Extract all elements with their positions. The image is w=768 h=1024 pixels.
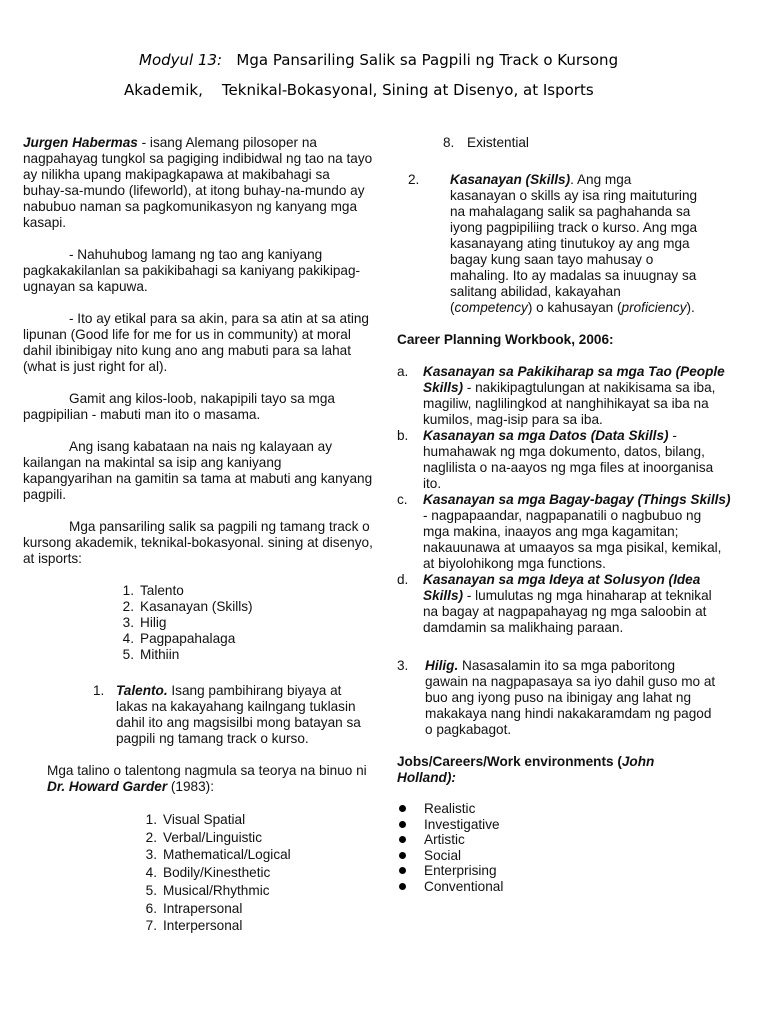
intelligences-list: [145, 811, 373, 935]
habermas-name: Jurgen Habermas: [23, 135, 138, 150]
habermas-text: - isang Alemang pilosoper na nagpahayag tungkol sa pagiging indibidwal ng tao na tayo ay nilikha upang makipagkapawa at makibahagi sa buhay-sa-mundo (lifeworld), at itong buhay-na-mundo ay nabubuo naman sa pagkomunikasyon ng kanyang mga kasapi.: [23, 135, 373, 230]
list-item: 6. Intrapersonal: [145, 900, 243, 916]
skill-type-people: a. Kasanayan sa Pakikiharap sa mga Tao (People Skills) - nakikipagtulungan at nakikisama sa iba, magiliw, naglilingkod at nanghihikayat sa iba na kumilos, mag-isip para sa iba.: [397, 364, 725, 427]
list-item: 1. Visual Spatial: [145, 812, 246, 827]
bullet-icon: [399, 821, 406, 828]
list-item: Social: [397, 848, 732, 864]
skills-number: 2.: [408, 172, 420, 187]
right-column: [397, 135, 732, 894]
list-item: Enterprising: [397, 863, 732, 879]
list-item: Artistic: [397, 832, 732, 848]
hilig-number: 3.: [397, 658, 409, 673]
list-item: 3. Mathematical/Logical: [145, 847, 291, 863]
bullet-icon: [399, 836, 406, 843]
environments-list: [397, 801, 732, 894]
list-item: Investigative: [397, 817, 732, 833]
holland-title: Jobs/Careers/Work environments (John Holland):: [397, 754, 655, 785]
list-item-existential: 8. Existential: [443, 135, 529, 150]
workbook-title: Career Planning Workbook, 2006:: [397, 332, 614, 347]
skill-type-things: c. Kasanayan sa mga Bagay-bagay (Things Skills) - nagpapaandar, nagpapanatili o nagbubuo ng mga makina, inaayos ang mga kagamitan; nakauunawa at umaayos sa mga pisikal, kemikal, at biyolohikong mga functions.: [397, 492, 731, 571]
list-item: Realistic: [397, 801, 732, 817]
skills-heading: Kasanayan (Skills): [450, 172, 571, 187]
skill-type-data: b. Kasanayan sa mga Datos (Data Skills) - humahawak ng mga dokumento, datos, bilang, naglilista o na-aayos ng mga files at inoorganisa ito.: [397, 428, 714, 491]
talento-number: 1.: [93, 683, 105, 698]
skill-types-list: [397, 364, 732, 636]
list-item: 1. Talento: [122, 583, 184, 598]
bullet-icon: [399, 883, 406, 890]
factors-list: [122, 583, 373, 663]
bullet-icon: [399, 852, 406, 859]
gardner-name: Dr. Howard Garder: [47, 779, 168, 794]
paragraph-factors-intro: Mga pansariling salik sa pagpili ng tamang track o kursong akademik, teknikal-bokasyonal. sining at disenyo, at isports:: [23, 519, 373, 566]
list-item: 5. Musical/Rhythmic: [145, 882, 270, 898]
module-label: Modyul 13:: [139, 51, 223, 69]
module-title-text: Mga Pansariling Salik sa Pagpili ng Track o Kursong: [236, 51, 619, 69]
list-item: Conventional: [397, 879, 732, 895]
bullet-icon: [399, 867, 406, 874]
bullet-icon: [399, 805, 406, 812]
list-item: 7. Interpersonal: [145, 918, 243, 934]
module-title-line2: Akademik, Teknikal-Bokasyonal, Sining at Disenyo, at Isports: [124, 81, 594, 99]
skills-section: 2. Kasanayan (Skills). Ang mga kasanayan o skills ay isa ring maituturing na mahalagang salik sa paghahanda sa iyong pagpipiliing track o kurso. Ang mga kasanayang ating tinutukoy ay ang mga bagay kung saan tayo mahusay o mahaling. Ito ay madalas sa inuugnay sa salitang abilidad, kakayahan (competency) o kahusayan (proficiency).: [408, 172, 698, 315]
talento-section: [93, 683, 373, 747]
hilig-heading: Hilig.: [425, 658, 459, 673]
list-item: 4. Pagpapahalaga: [122, 631, 236, 646]
skill-type-ideas: d. Kasanayan sa mga Ideya at Solusyon (Idea Skills) - lumulutas ng mga hinaharap at teknikal na bagay at nagpapahayag ng mga saloobin at damdamin sa malikhaing paraan.: [397, 572, 712, 635]
paragraph-ethics: - Ito ay etikal para sa akin, para sa atin at sa ating lipunan (Good life for me for us in community) at moral dahil ibinibigay nito kung ano ang mabuti para sa lahat (what is just right for al).: [23, 311, 369, 374]
paragraph-youth-freedom: Ang isang kabataan na nais ng kalayaan ay kailangan na makintal sa isip ang kaniyang kapangyarihan na gamitin sa tama at mabuti ang kanyang pagpili.: [23, 439, 373, 502]
list-item: 2. Verbal/Linguistic: [145, 829, 262, 845]
paragraph-free-will: Gamit ang kilos-loob, nakapipili tayo sa mga pagpipilian - mabuti man ito o masama.: [23, 391, 335, 422]
holland-name: John Holland):: [397, 754, 655, 785]
list-item: 3. Hilig: [122, 615, 167, 630]
paragraph-identity: - Nahuhubog lamang ng tao ang kaniyang pagkakakilanlan sa pakikibahagi sa kaniyang pakikipag-ugnayan sa kapuwa.: [23, 247, 361, 294]
gardner-intro: Mga talino o talentong nagmula sa teorya na binuo ni Dr. Howard Garder (1983):: [47, 763, 367, 794]
list-item: 2. Kasanayan (Skills): [122, 599, 253, 614]
list-item: 5. Mithiin: [122, 647, 180, 662]
habermas-paragraph: [23, 135, 373, 231]
talento-text: Isang pambihirang biyaya at lakas na kakayahang kailngang tuklasin dahil ito ang magsisilbi mong batayan sa pagpili ng tamang track o kurso.: [116, 683, 361, 746]
module-title-line1: [139, 52, 618, 68]
hilig-section: 3. Hilig. Nasasalamin ito sa mga paboritong gawain na nagpapasaya sa iyo dahil guso mo at buo ang iyong puso na ibinigay ang lahat ng makakaya nang hindi nakakaramdam ng pagod o pagkabagot.: [397, 658, 716, 737]
talento-heading: Talento.: [116, 683, 168, 698]
left-column: [23, 135, 373, 935]
list-item: 4. Bodily/Kinesthetic: [145, 865, 271, 881]
